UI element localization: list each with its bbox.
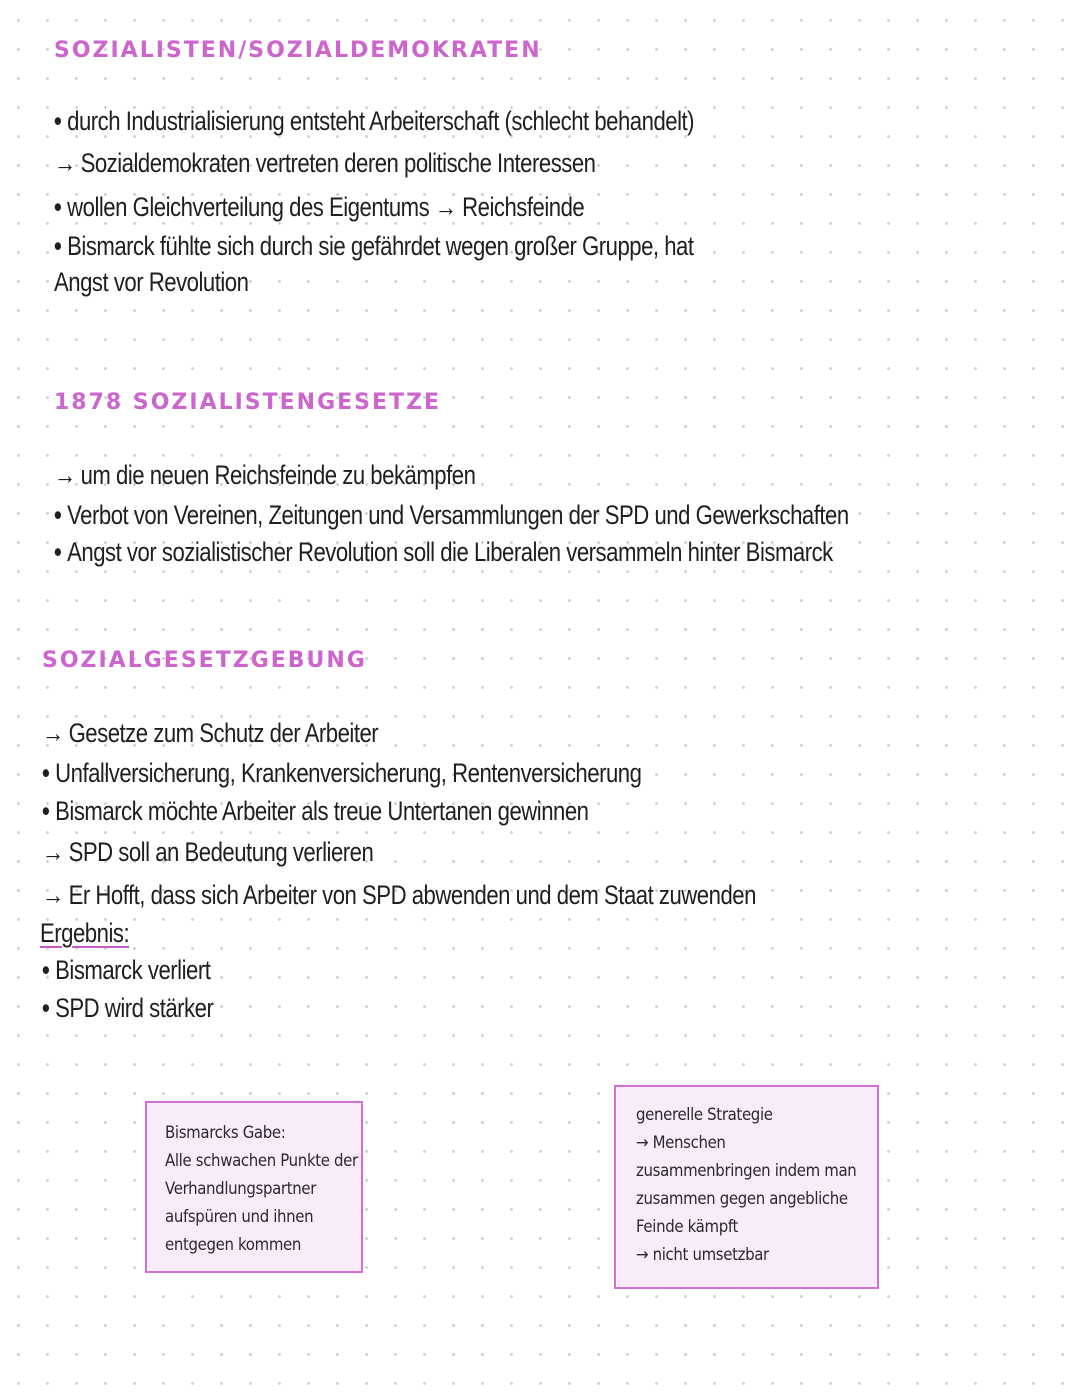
- note-line: [54, 498, 849, 532]
- note-line: [54, 535, 833, 569]
- note-line: [42, 878, 756, 912]
- note-line: [42, 991, 213, 1025]
- note-box-line: generelle Strategie: [636, 1105, 773, 1125]
- note-box-line: → nicht umsetzbar: [636, 1245, 769, 1265]
- note-line: [42, 716, 378, 750]
- note-line-text: Bismarck fühlte sich durch sie gefährdet wegen großer Gruppe, hat: [67, 231, 694, 261]
- note-line-text: Unfallversicherung, Krankenversicherung, Rentenversicherung: [55, 758, 642, 788]
- note-box-line: Verhandlungspartner: [165, 1179, 317, 1199]
- bullet-marker: •: [54, 192, 62, 222]
- note-line: [42, 794, 588, 828]
- arrow-marker: →: [42, 718, 64, 748]
- bullet-marker: •: [42, 993, 50, 1023]
- bullet-marker: •: [42, 796, 50, 826]
- heading-sozialgesetzgebung: SOZIALGESETZGEBUNG: [42, 648, 367, 673]
- note-box-line: Feinde kämpft: [636, 1217, 739, 1237]
- note-box-line: Bismarcks Gabe:: [165, 1123, 286, 1143]
- note-line: [54, 229, 694, 263]
- arrow-marker: →: [42, 837, 64, 867]
- result-label: Ergebnis:: [40, 918, 130, 948]
- note-line-text: durch Industrialisierung entsteht Arbeiterschaft (schlecht behandelt): [67, 106, 695, 136]
- note-line-text: um die neuen Reichsfeinde zu bekämpfen: [80, 460, 476, 490]
- bullet-marker: •: [54, 106, 62, 136]
- note-line: [54, 265, 248, 299]
- note-line-text: Gesetze zum Schutz der Arbeiter: [68, 718, 379, 748]
- note-line-text: Angst vor Revolution: [54, 267, 249, 297]
- bullet-marker: •: [54, 500, 62, 530]
- note-line: [54, 190, 584, 224]
- note-line-text: SPD soll an Bedeutung verlieren: [68, 837, 374, 867]
- note-box-strategie: [614, 1085, 879, 1289]
- note-line: [54, 104, 694, 138]
- note-line-text: Er Hofft, dass sich Arbeiter von SPD abwenden und dem Staat zuwenden: [68, 880, 756, 910]
- note-box-line: zusammenbringen indem man: [636, 1161, 857, 1181]
- note-box-line: Alle schwachen Punkte der: [165, 1151, 358, 1171]
- note-box-line: aufspüren und ihnen: [165, 1207, 314, 1227]
- note-line: [42, 953, 210, 987]
- bullet-marker: •: [54, 537, 62, 567]
- note-line: [40, 916, 129, 950]
- note-line-text: Verbot von Vereinen, Zeitungen und Versammlungen der SPD und Gewerkschaften: [67, 500, 849, 530]
- note-line: [42, 756, 641, 790]
- note-line: [54, 458, 475, 492]
- note-box-line: entgegen kommen: [165, 1235, 302, 1255]
- note-line-text: wollen Gleichverteilung des Eigentums → Reichsfeinde: [67, 192, 585, 222]
- heading-sozialistengesetze: 1878 SOZIALISTENGESETZE: [54, 390, 442, 415]
- note-line-text: SPD wird stärker: [55, 993, 214, 1023]
- arrow-marker: →: [42, 880, 64, 910]
- bullet-marker: •: [42, 758, 50, 788]
- heading-sozialisten: SOZIALISTEN/SOZIALDEMOKRATEN: [54, 38, 542, 63]
- note-line-text: Angst vor sozialistischer Revolution soll die Liberalen versammeln hinter Bismarck: [67, 537, 833, 567]
- bullet-marker: •: [54, 231, 62, 261]
- bullet-marker: •: [42, 955, 50, 985]
- note-line: [54, 146, 596, 180]
- note-box-bismarcks-gabe: [145, 1101, 363, 1273]
- note-line-text: Sozialdemokraten vertreten deren politische Interessen: [80, 148, 596, 178]
- note-line-text: Bismarck möchte Arbeiter als treue Untertanen gewinnen: [55, 796, 589, 826]
- note-box-line: → Menschen: [636, 1133, 726, 1153]
- arrow-marker: →: [54, 148, 76, 178]
- note-line-text: Bismarck verliert: [55, 955, 211, 985]
- arrow-marker: →: [54, 460, 76, 490]
- note-box-line: zusammen gegen angebliche: [636, 1189, 848, 1209]
- note-line: [42, 835, 373, 869]
